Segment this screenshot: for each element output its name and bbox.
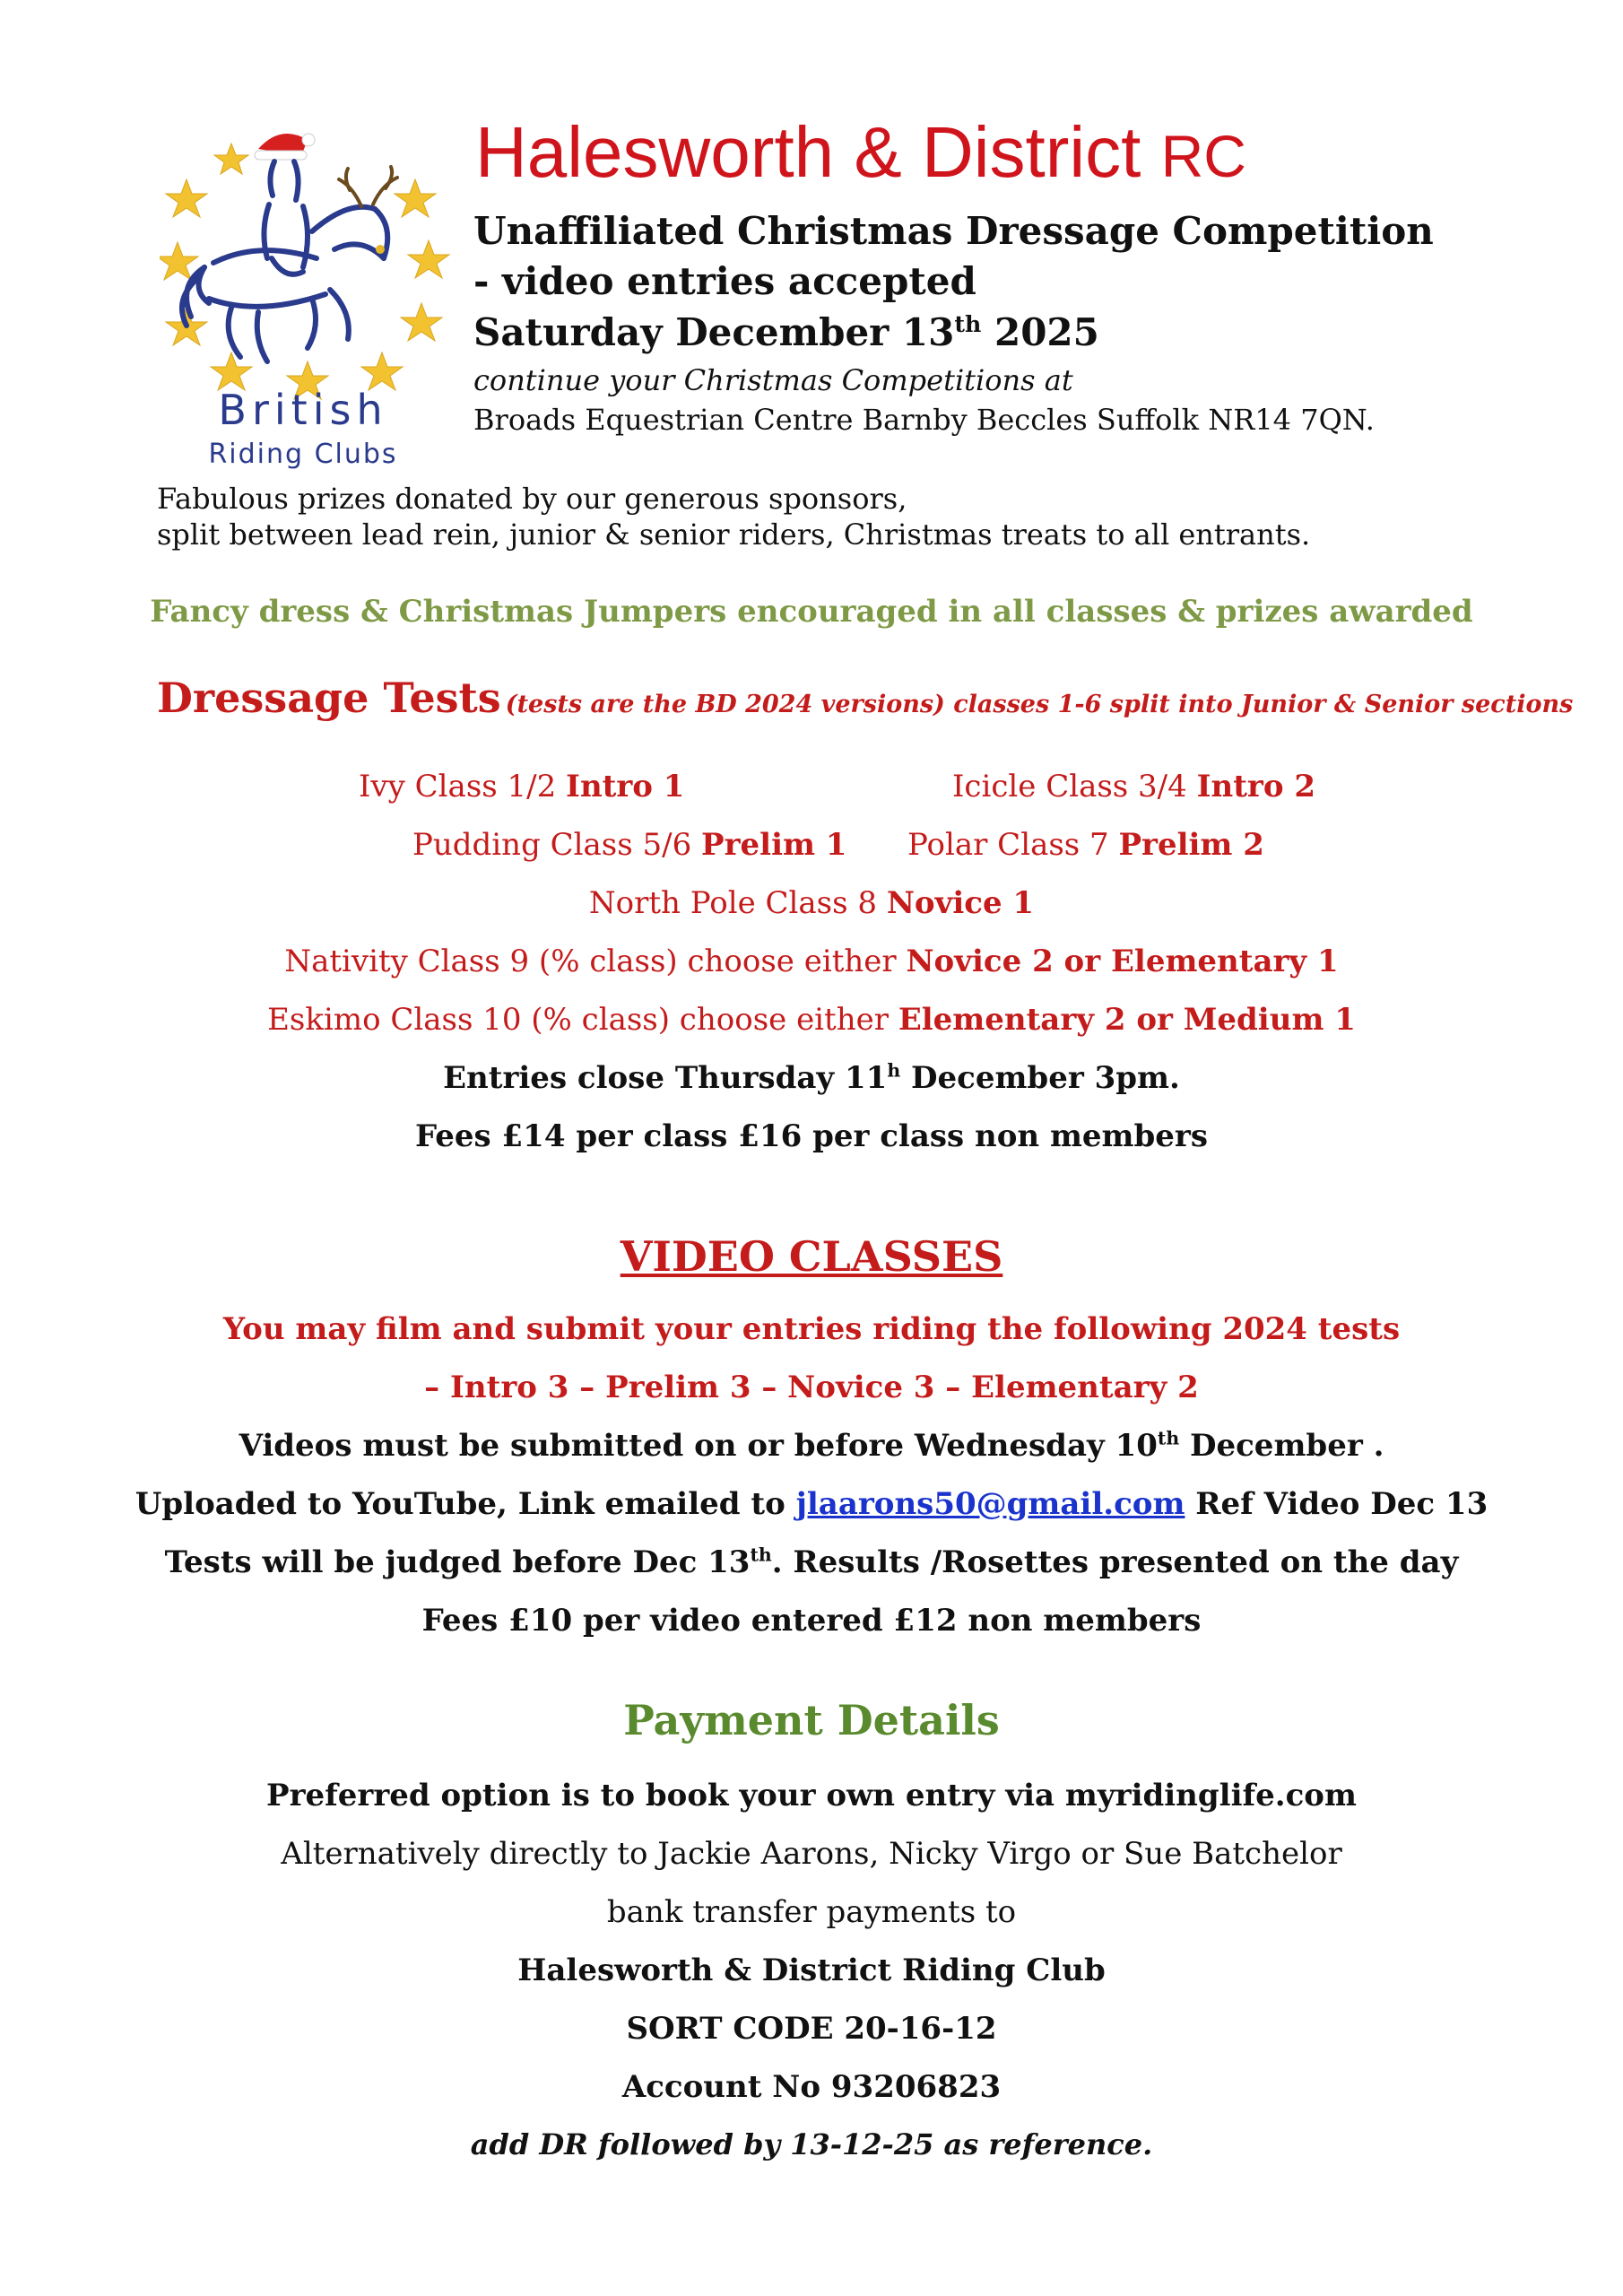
logo-line1: British bbox=[218, 386, 388, 434]
class-test: Prelim 1 bbox=[701, 827, 847, 863]
dressage-section-title bbox=[157, 674, 1574, 722]
class-test: Novice 2 or Elementary 1 bbox=[906, 944, 1339, 979]
class-nativity bbox=[0, 946, 1623, 977]
class-ivy bbox=[359, 771, 684, 802]
venue-address: Broads Equestrian Centre Barnby Beccles Suffolk NR14 7QN. bbox=[473, 403, 1375, 437]
video-fees: Fees £10 per video entered £12 non members bbox=[421, 1603, 1202, 1639]
club-title-suffix: RC bbox=[1160, 123, 1246, 189]
class-name: Eskimo Class 10 (% class) choose either bbox=[267, 1002, 898, 1038]
class-name: Pudding Class 5/6 bbox=[412, 827, 702, 863]
payment-account: Account No 93206823 bbox=[621, 2069, 1002, 2105]
logo-line2: Riding Clubs bbox=[208, 439, 398, 470]
class-test: Prelim 2 bbox=[1118, 827, 1264, 863]
class-test: Intro 1 bbox=[566, 769, 685, 804]
class-pudding bbox=[412, 827, 847, 863]
continue-line: continue your Christmas Competitions at bbox=[473, 363, 1073, 397]
class-name: Ivy Class 1/2 bbox=[359, 769, 567, 804]
dressage-fees: Fees £14 per class £16 per class non members bbox=[415, 1118, 1208, 1154]
upload-pre: Uploaded to YouTube, Link emailed to bbox=[135, 1486, 796, 1522]
judged-post: . Results /Rosettes presented on the day bbox=[771, 1544, 1459, 1580]
payment-alternative: Alternatively directly to Jackie Aarons, Nicky Virgo or Sue Batchelor bbox=[281, 1836, 1342, 1872]
video-submit-deadline bbox=[0, 1427, 1623, 1464]
event-date-sup: th bbox=[954, 310, 982, 337]
payment-sort-code: SORT CODE 20-16-12 bbox=[626, 2011, 997, 2047]
intro-line2: split between lead rein, junior & senior riders, Christmas treats to all entrants. bbox=[157, 517, 1311, 552]
event-date-pre: Saturday December 13 bbox=[473, 310, 955, 354]
video-line1: You may film and submit your entries riding the following 2024 tests bbox=[222, 1311, 1401, 1347]
payment-title: Payment Details bbox=[623, 1696, 1000, 1744]
submit-sup: th bbox=[1157, 1427, 1180, 1449]
class-test: Novice 1 bbox=[886, 885, 1035, 921]
class-test: Elementary 2 or Medium 1 bbox=[898, 1002, 1356, 1038]
video-upload-instructions bbox=[0, 1486, 1623, 1522]
class-name: Nativity Class 9 (% class) choose either bbox=[284, 944, 907, 979]
judged-sup: th bbox=[750, 1544, 772, 1566]
event-date bbox=[473, 310, 1099, 354]
horse-rider-logo-icon bbox=[160, 124, 456, 474]
class-name: Icicle Class 3/4 bbox=[952, 769, 1197, 804]
subtitle-line2: - video entries accepted bbox=[473, 259, 976, 303]
video-line2: – Intro 3 – Prelim 3 – Novice 3 – Elementary 2 bbox=[424, 1370, 1199, 1405]
submit-pre: Videos must be submitted on or before Wednesday 10 bbox=[239, 1428, 1158, 1464]
class-name: Polar Class 7 bbox=[907, 827, 1119, 863]
class-icicle bbox=[952, 771, 1315, 802]
entries-close bbox=[0, 1059, 1623, 1096]
entries-sup: h bbox=[887, 1059, 901, 1082]
upload-post: Ref Video Dec 13 bbox=[1185, 1486, 1488, 1522]
class-north-pole bbox=[0, 885, 1623, 921]
british-riding-clubs-logo bbox=[160, 124, 456, 474]
event-date-post: 2025 bbox=[981, 310, 1099, 354]
class-polar bbox=[907, 827, 1264, 863]
payment-bank: bank transfer payments to bbox=[606, 1894, 1017, 1930]
payment-club: Halesworth & District Riding Club bbox=[517, 1952, 1106, 1988]
class-name: North Pole Class 8 bbox=[588, 885, 887, 921]
payment-reference: add DR followed by 13-12-25 as reference. bbox=[470, 2127, 1153, 2161]
club-title-text: Halesworth & District bbox=[475, 112, 1141, 192]
subtitle-line1: Unaffiliated Christmas Dressage Competition bbox=[473, 209, 1434, 253]
club-title bbox=[475, 112, 1246, 192]
entries-post: December 3pm. bbox=[900, 1060, 1180, 1096]
payment-preferred: Preferred option is to book your own entry via myridinglife.com bbox=[266, 1778, 1357, 1813]
dressage-title: Dressage Tests bbox=[157, 674, 501, 722]
video-classes-title: VIDEO CLASSES bbox=[620, 1232, 1003, 1281]
video-judging bbox=[0, 1544, 1623, 1580]
intro-line1: Fabulous prizes donated by our generous sponsors, bbox=[157, 482, 907, 516]
judged-pre: Tests will be judged before Dec 13 bbox=[164, 1544, 751, 1580]
fancy-dress-note: Fancy dress & Christmas Jumpers encouraged in all classes & prizes awarded bbox=[150, 594, 1473, 630]
submit-post: December . bbox=[1179, 1428, 1384, 1464]
email-link[interactable]: jlaarons50@gmail.com bbox=[795, 1486, 1185, 1522]
dressage-note: (tests are the BD 2024 versions) classes 1-6 split into Junior & Senior sections bbox=[505, 691, 1574, 718]
entries-pre: Entries close Thursday 11 bbox=[443, 1060, 888, 1096]
class-eskimo bbox=[0, 1002, 1623, 1038]
class-test: Intro 2 bbox=[1196, 769, 1316, 804]
